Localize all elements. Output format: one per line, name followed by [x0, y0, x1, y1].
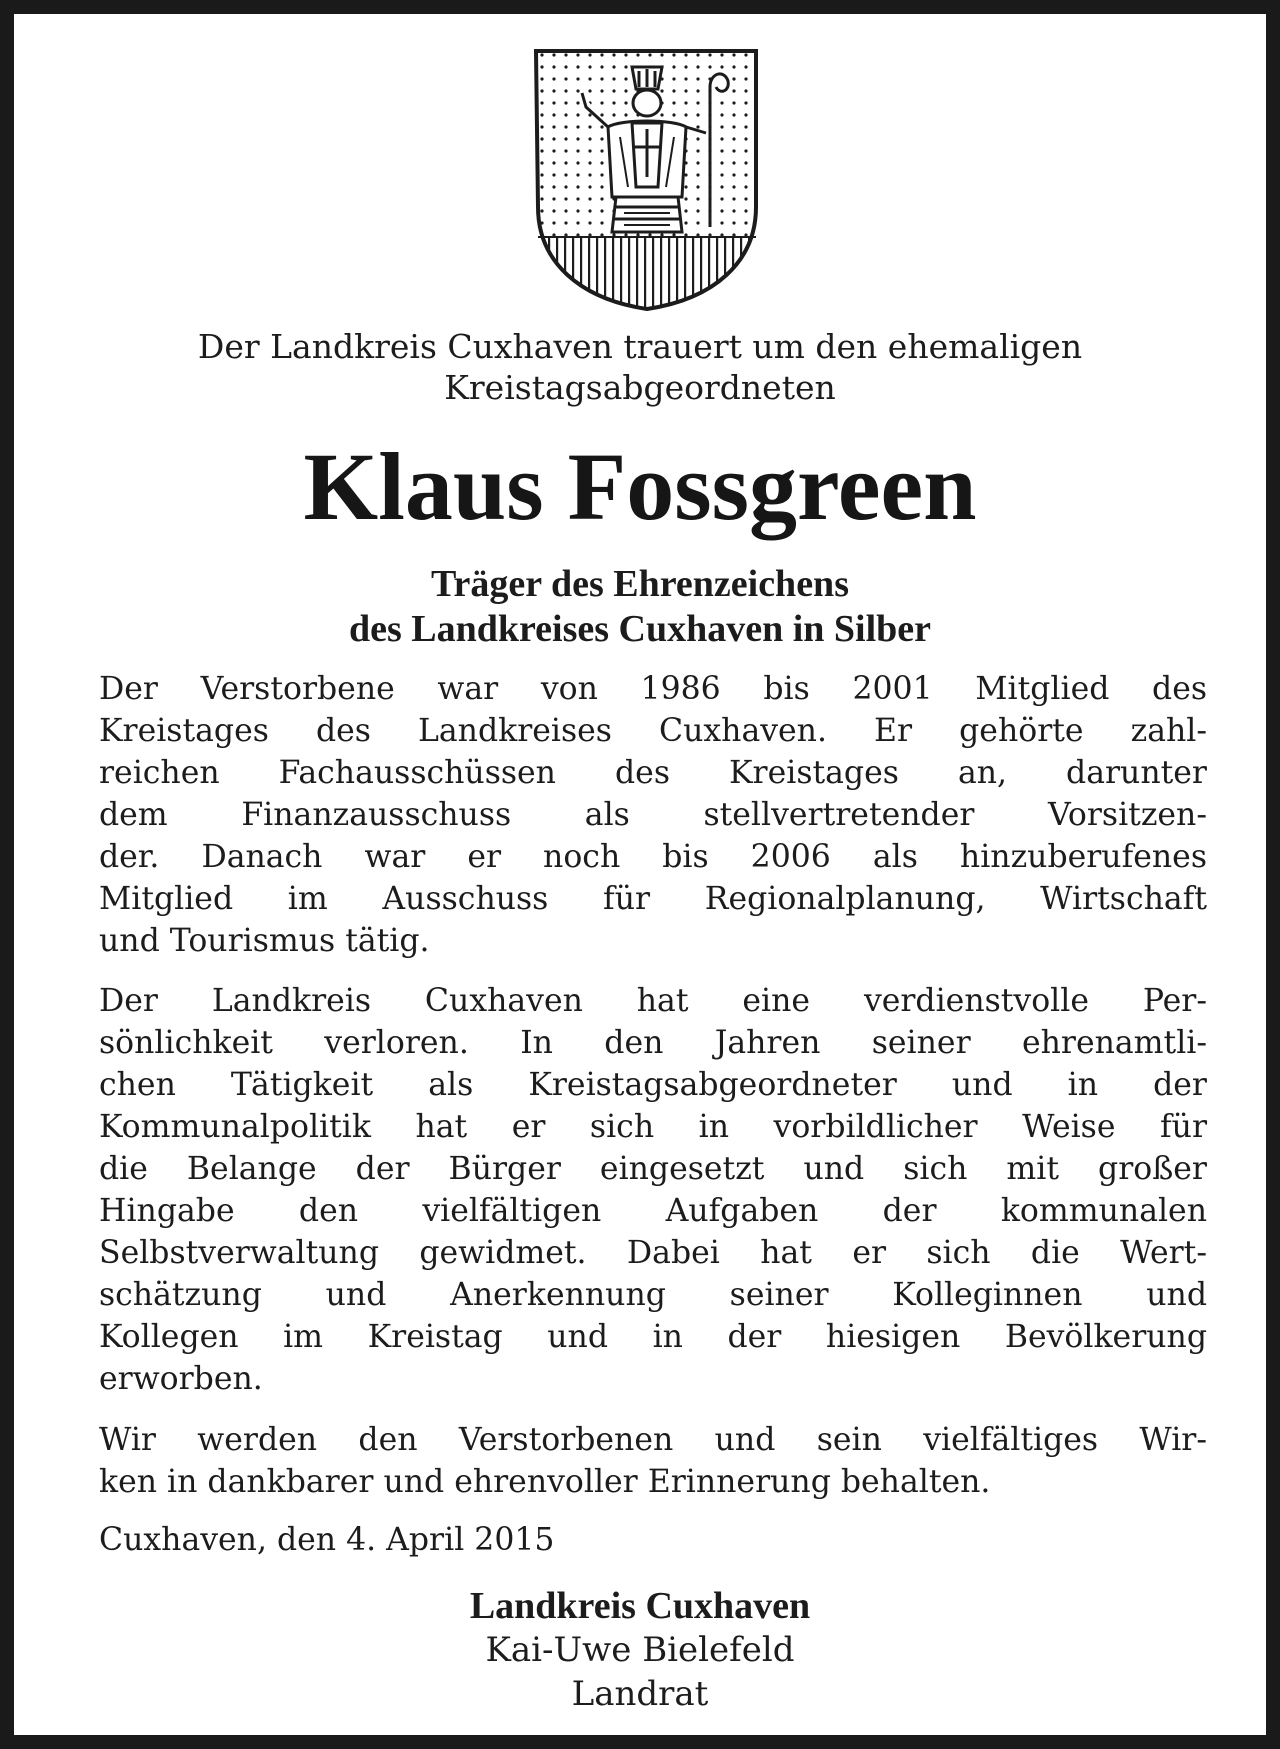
- paragraph-line: der. Danach war er noch bis 2006 als hinzuberufenes: [99, 839, 1207, 875]
- paragraph-line: Der Verstorbene war von 1986 bis 2001 Mitglied des: [99, 671, 1207, 707]
- paragraph-line: und Tourismus tätig.: [99, 923, 430, 959]
- paragraph-line: schätzung und Anerkennung seiner Kolleginnen und: [99, 1277, 1207, 1313]
- paragraph-line: Selbstverwaltung gewidmet. Dabei hat er sich die Wert-: [99, 1235, 1207, 1271]
- intro-text: [54, 326, 1226, 408]
- paragraph-line: chen Tätigkeit als Kreistagsabgeordneter und in der: [99, 1067, 1207, 1103]
- intro-line: Der Landkreis Cuxhaven trauert um den ehemaligen: [197, 327, 1083, 366]
- paragraph-line: Kommunalpolitik hat er sich in vorbildlicher Weise für: [99, 1109, 1207, 1145]
- date-text: Cuxhaven, den 4. April 2015: [99, 1522, 555, 1558]
- paragraph-line: ken in dankbarer und ehrenvoller Erinnerung behalten.: [99, 1464, 991, 1500]
- date-line: [99, 1519, 1207, 1561]
- honor-line: Träger des Ehrenzeichens: [431, 563, 849, 605]
- paragraph-line: Kollegen im Kreistag und in der hiesigen Bevölkerung: [99, 1319, 1207, 1355]
- paragraph: [99, 668, 1207, 962]
- signature-person: Kai-Uwe Bielefeld: [485, 1630, 795, 1670]
- paragraph: [99, 980, 1207, 1400]
- paragraph-line: die Belange der Bürger eingesetzt und sich mit großer: [99, 1151, 1207, 1187]
- paragraph-line: dem Finanzausschuss als stellvertretender Vorsitzen-: [99, 797, 1207, 833]
- paragraph-line: erworben.: [99, 1361, 263, 1397]
- intro-line: Kreistagsabgeordneten: [444, 368, 836, 407]
- honor-line: des Landkreises Cuxhaven in Silber: [348, 608, 932, 650]
- honor-subtitle: [14, 562, 1266, 652]
- signature-block: [14, 1584, 1266, 1716]
- signature-title: Landrat: [571, 1674, 709, 1714]
- paragraph-line: Wir werden den Verstorbenen und sein vielfältiges Wir-: [99, 1422, 1207, 1458]
- paragraph-line: Hingabe den vielfältigen Aufgaben der kommunalen: [99, 1193, 1207, 1229]
- paragraph-line: Mitglied im Ausschuss für Regionalplanung, Wirtschaft: [99, 881, 1207, 917]
- coat-of-arms-icon: [524, 37, 770, 317]
- deceased-name: Klaus Fossgreen: [303, 433, 977, 540]
- paragraph-line: Kreistages des Landkreises Cuxhaven. Er gehörte zahl-: [99, 713, 1207, 749]
- paragraph-line: sönlichkeit verloren. In den Jahren seiner ehrenamtli-: [99, 1025, 1207, 1061]
- paragraph-line: Der Landkreis Cuxhaven hat eine verdienstvolle Per-: [99, 983, 1207, 1019]
- paragraph: [99, 1419, 1207, 1503]
- signature-org: Landkreis Cuxhaven: [469, 1585, 811, 1627]
- paragraph-line: reichen Fachausschüssen des Kreistages an, darunter: [99, 755, 1207, 791]
